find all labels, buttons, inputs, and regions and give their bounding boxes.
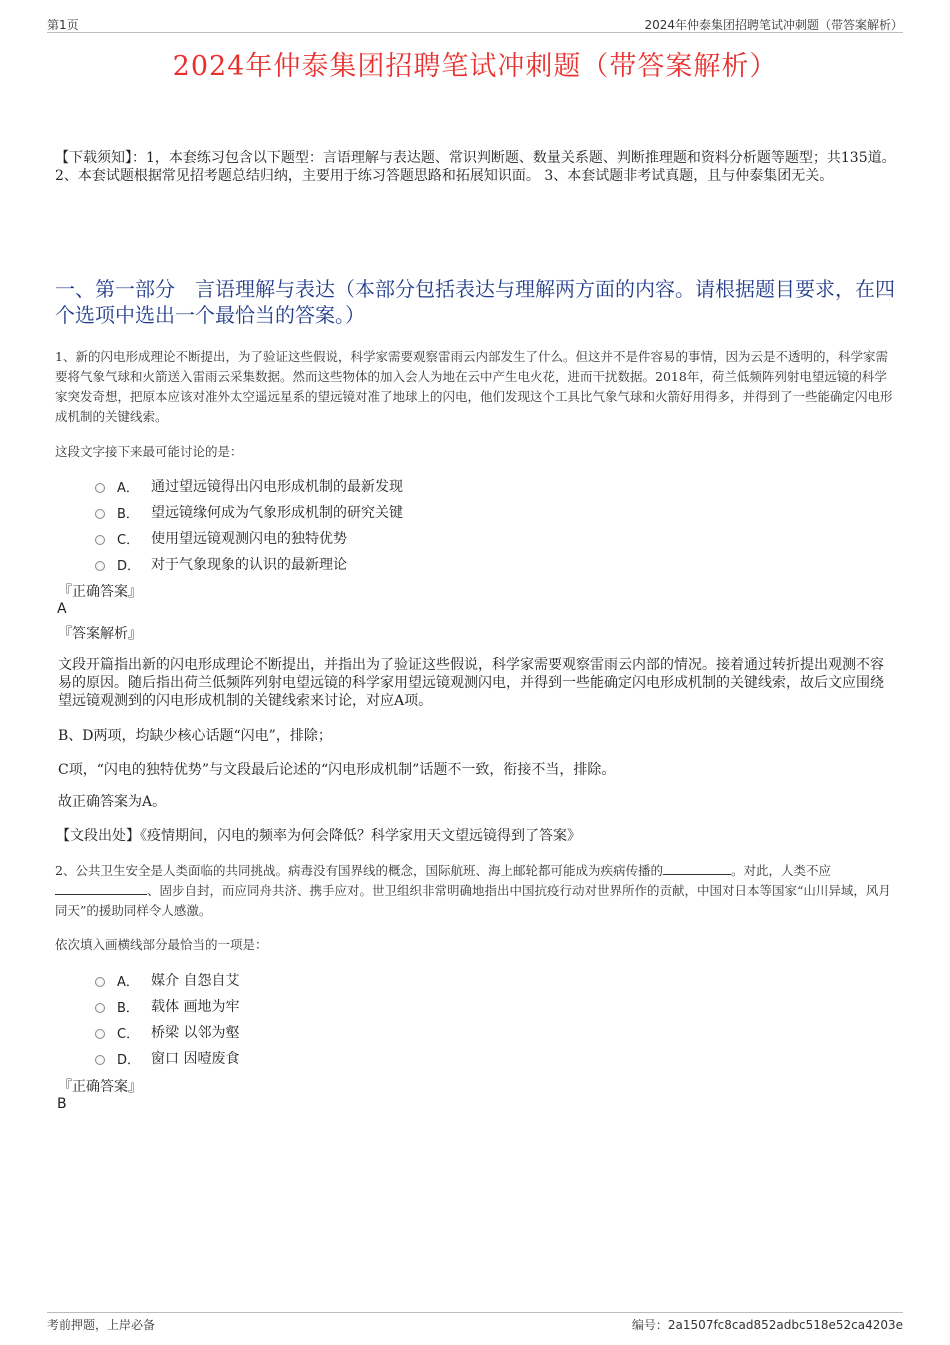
fill-blank-2 [55,882,147,895]
fill-blank-1 [663,862,731,875]
question-1-options [95,473,403,577]
page-number: 第1页 [47,18,79,32]
radio-icon[interactable] [95,1055,105,1065]
question-2-option-d[interactable]: D． 窗口 因噎废食 [95,1045,239,1071]
radio-icon[interactable] [95,509,105,519]
question-1-option-c[interactable]: C． 使用望远镜观测闪电的独特优势 [95,525,403,551]
question-1-source: 【文段出处】《疫情期间，闪电的频率为何会降低？科学家用天文望远镜得到了答案》 [56,828,581,844]
question-1-option-a[interactable]: A． 通过望远镜得出闪电形成机制的最新发现 [95,473,403,499]
page-header [47,14,903,33]
download-notice: 【下载须知】：1，本套练习包含以下题型：言语理解与表达题、常识判断题、数量关系题、判断推理题和资料分析题等题型；共135道。 2、本套试题根据常见招考题总结归纳，主要用于练习答题思路和拓展知识面。 3、本套试题非考试真题，且与仲泰集团无关。 [55,150,896,184]
question-2-option-a[interactable]: A． 媒介 自怨自艾 [95,967,239,993]
radio-icon[interactable] [95,977,105,987]
question-1-analysis-label: 『答案解析』 [58,626,142,642]
header-doc-title: 2024年仲泰集团招聘笔试冲刺题（带答案解析） [644,18,903,32]
question-1-analysis-c: C项，“闪电的独特优势”与文段最后论述的“闪电形成机制”话题不一致，衔接不当，排除。 [58,762,616,778]
question-2-option-c[interactable]: C． 桥梁 以邻为壑 [95,1019,239,1045]
footer-serial: 编号：2a1507fc8cad852adbc518e52ca4203e [631,1318,903,1332]
radio-icon[interactable] [95,1003,105,1013]
question-1-prompt: 这段文字接下来最可能讨论的是： [55,444,243,459]
page-title: 2024年仲泰集团招聘笔试冲刺题（带答案解析） [172,51,778,82]
question-1-option-d[interactable]: D． 对于气象现象的认识的最新理论 [95,551,403,577]
question-2-answer: B [57,1096,67,1112]
question-2-stem: 2、公共卫生安全是人类面临的共同挑战。病毒没有国界线的概念，国际航班、海上邮轮都可能成为疾病传播的 。对此，人类不应、固步自封，而应同舟共济、携手应对。世卫组织非常明确地指出中国抗疫行动对世界所作的贡献，中国对日本等国家“山川异域，风月同天”的援助同样令人感激。 [55,863,891,918]
question-1-analysis-bd: B、D两项，均缺少核心话题“闪电”，排除； [58,728,332,744]
question-2-answer-label: 『正确答案』 [58,1079,142,1095]
question-1-analysis-conclusion: 故正确答案为A。 [58,794,167,810]
question-1-analysis-paragraph: 文段开篇指出新的闪电形成理论不断提出，并指出为了验证这些假说，科学家需要观察雷雨云内部的情况。接着通过转折提出观测不容易的原因。随后指出荷兰低频阵列射电望远镜的科学家用望远镜观测闪电，并得到一些能确定闪电形成机制的关键线索，故后文应围绕望远镜观测到的闪电形成机制的关键线索来讨论，对应A项。 [58,657,884,709]
radio-icon[interactable] [95,561,105,571]
question-1-answer: A [57,601,67,617]
radio-icon[interactable] [95,483,105,493]
question-1-option-b[interactable]: B． 望远镜缘何成为气象形成机制的研究关键 [95,499,403,525]
radio-icon[interactable] [95,1029,105,1039]
question-1-stem: 1、新的闪电形成理论不断提出，为了验证这些假说，科学家需要观察雷雨云内部发生了什么。但这并不是件容易的事情，因为云是不透明的，科学家需要将气象气球和火箭送入雷雨云采集数据。然而这些物体的加入会人为地在云中产生电火花，进而干扰数据。2018年，荷兰低频阵列射电望远镜的科学家突发奇想，把原本应该对准外太空遥远星系的望远镜对准了地球上的闪电，他们发现这个工具比气象气球和火箭好用得多，并得到了一些能确定闪电形成机制的关键线索。 [55,349,893,424]
question-2-options [95,967,239,1071]
footer-slogan: 考前押题，上岸必备 [47,1318,156,1332]
section-title: 一、第一部分 言语理解与表达（本部分包括表达与理解两方面的内容。请根据题目要求，在四个选项中选出一个最恰当的答案。） [55,277,895,327]
question-1-answer-label: 『正确答案』 [58,584,142,600]
question-2-prompt: 依次填入画横线部分最恰当的一项是： [55,937,268,952]
question-2-option-b[interactable]: B． 载体 画地为牢 [95,993,239,1019]
page-footer [47,1312,903,1333]
radio-icon[interactable] [95,535,105,545]
